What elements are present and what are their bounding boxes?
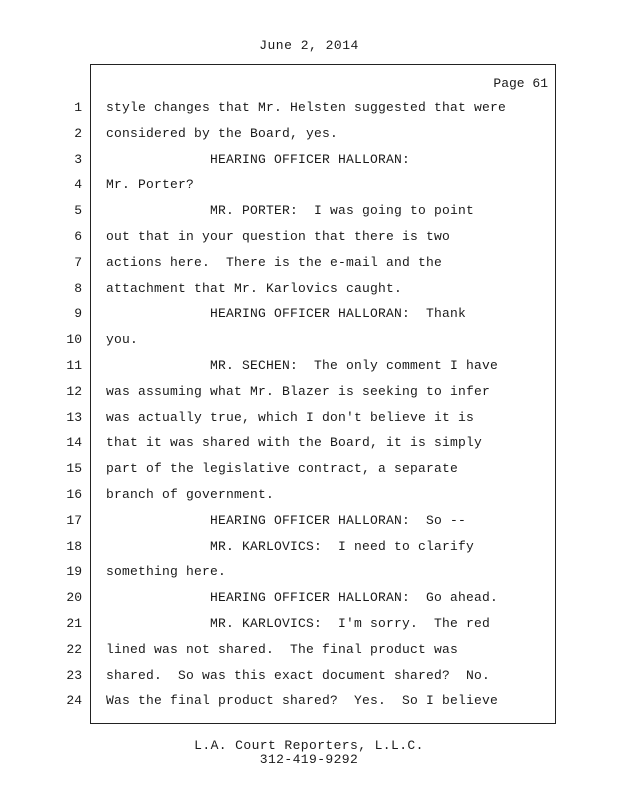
line-text: MR. SECHEN: The only comment I have xyxy=(106,358,499,373)
line-number: 21 xyxy=(66,616,82,631)
line-text: HEARING OFFICER HALLORAN: Thank xyxy=(106,306,467,321)
line-number: 19 xyxy=(66,564,82,579)
line-text: style changes that Mr. Helsten suggested that were xyxy=(106,100,507,115)
line-number: 3 xyxy=(74,152,82,167)
line-number: 10 xyxy=(66,332,82,347)
line-text: shared. So was this exact document shared? No. xyxy=(106,668,491,683)
footer-reporter-name: L.A. Court Reporters, L.L.C. xyxy=(194,738,424,753)
line-text: Mr. Porter? xyxy=(106,177,195,192)
header-date: June 2, 2014 xyxy=(259,38,359,53)
line-number: 13 xyxy=(66,410,82,425)
line-text: considered by the Board, yes. xyxy=(106,126,339,141)
line-number: 18 xyxy=(66,539,82,554)
line-number: 1 xyxy=(74,100,82,115)
line-text: out that in your question that there is two xyxy=(106,229,451,244)
line-text: Was the final product shared? Yes. So I believe xyxy=(106,693,499,708)
line-text: part of the legislative contract, a separate xyxy=(106,461,459,476)
line-text: actions here. There is the e-mail and the xyxy=(106,255,443,270)
line-text: you. xyxy=(106,332,139,347)
line-text: HEARING OFFICER HALLORAN: So -- xyxy=(106,513,467,528)
line-text: lined was not shared. The final product was xyxy=(106,642,459,657)
line-number: 2 xyxy=(74,126,82,141)
line-number: 4 xyxy=(74,177,82,192)
line-number: 20 xyxy=(66,590,82,605)
line-text: HEARING OFFICER HALLORAN: xyxy=(106,152,411,167)
line-text: MR. KARLOVICS: I need to clarify xyxy=(106,539,475,554)
line-text: was actually true, which I don't believe it is xyxy=(106,410,475,425)
page-number: Page 61 xyxy=(493,76,548,91)
line-number: 14 xyxy=(66,435,82,450)
line-text: MR. PORTER: I was going to point xyxy=(106,203,475,218)
line-number: 5 xyxy=(74,203,82,218)
line-number: 17 xyxy=(66,513,82,528)
line-text: branch of government. xyxy=(106,487,275,502)
line-number: 16 xyxy=(66,487,82,502)
line-text: MR. KARLOVICS: I'm sorry. The red xyxy=(106,616,491,631)
line-text: something here. xyxy=(106,564,227,579)
line-text: was assuming what Mr. Blazer is seeking to infer xyxy=(106,384,491,399)
line-number: 7 xyxy=(74,255,82,270)
line-number: 8 xyxy=(74,281,82,296)
line-number: 12 xyxy=(66,384,82,399)
line-number: 11 xyxy=(66,358,82,373)
line-number: 6 xyxy=(74,229,82,244)
line-number: 23 xyxy=(66,668,82,683)
line-number: 22 xyxy=(66,642,82,657)
line-text: HEARING OFFICER HALLORAN: Go ahead. xyxy=(106,590,499,605)
footer-reporter-phone: 312-419-9292 xyxy=(259,752,359,767)
line-text: attachment that Mr. Karlovics caught. xyxy=(106,281,403,296)
line-number: 15 xyxy=(66,461,82,476)
line-text: that it was shared with the Board, it is simply xyxy=(106,435,483,450)
line-number: 9 xyxy=(74,306,82,321)
line-number: 24 xyxy=(66,693,82,708)
